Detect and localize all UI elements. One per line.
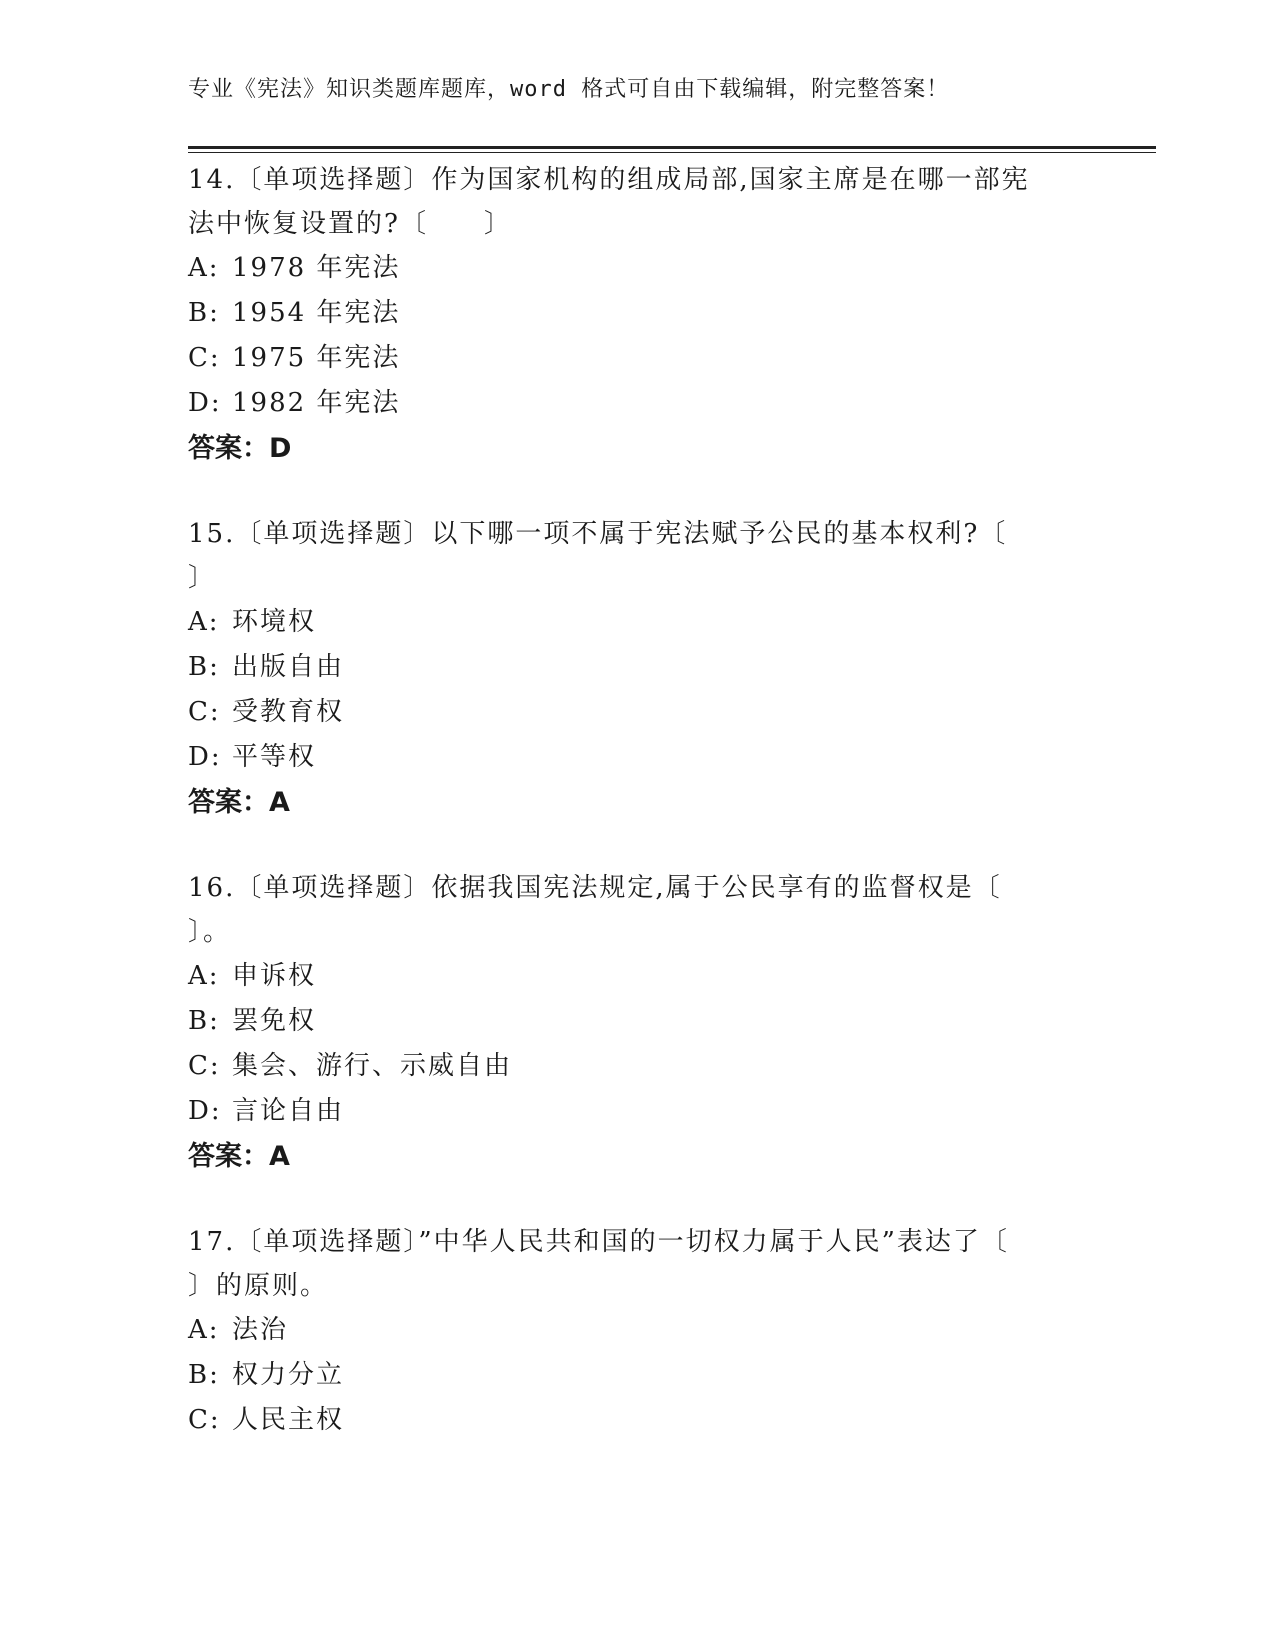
option-text: 权力分立	[232, 1360, 345, 1390]
header-rule-thick	[188, 146, 1156, 149]
option-letter: D:	[188, 1096, 222, 1126]
option-c	[188, 1044, 1088, 1089]
option-text: 1975 年宪法	[232, 343, 401, 373]
question-16	[188, 866, 1088, 1180]
question-15	[188, 512, 1088, 826]
page-header: 专业《宪法》知识类题库题库，word 格式可自由下载编辑，附完整答案！	[188, 77, 950, 102]
option-letter: B:	[188, 652, 220, 682]
option-a	[188, 246, 1088, 291]
option-letter: B:	[188, 298, 220, 328]
option-letter: D:	[188, 742, 222, 772]
option-c	[188, 336, 1088, 381]
option-c	[188, 1398, 1088, 1443]
option-letter: A:	[188, 607, 220, 637]
option-letter: A:	[188, 1315, 220, 1345]
question-stem-line: 14.〔单项选择题〕作为国家机构的组成局部,国家主席是在哪一部宪	[188, 165, 1030, 195]
question-14	[188, 158, 1088, 472]
answer-line: 答案：A	[188, 787, 290, 818]
question-list	[188, 158, 1088, 1483]
question-stem-line: 〕的原则。	[188, 1271, 329, 1301]
option-letter: C:	[188, 1051, 221, 1081]
option-text: 平等权	[232, 742, 317, 772]
option-d	[188, 735, 1088, 780]
question-stem	[188, 1220, 1088, 1308]
option-text: 申诉权	[232, 961, 317, 991]
option-letter: B:	[188, 1006, 220, 1036]
question-stem-line: 16.〔单项选择题〕依据我国宪法规定,属于公民享有的监督权是〔	[188, 873, 1002, 903]
option-text: 1978 年宪法	[232, 253, 401, 283]
option-text: 1954 年宪法	[232, 298, 401, 328]
question-stem-line: 〕。	[188, 917, 232, 947]
question-stem-line: 〕	[188, 563, 217, 593]
option-letter: A:	[188, 961, 220, 991]
option-a	[188, 600, 1088, 645]
question-stem	[188, 158, 1088, 246]
question-stem-line: 17.〔单项选择题〕”中华人民共和国的一切权力属于人民”表达了〔	[188, 1227, 1009, 1257]
option-b	[188, 645, 1088, 690]
option-letter: C:	[188, 697, 221, 727]
option-b	[188, 999, 1088, 1044]
option-text: 法治	[232, 1315, 289, 1345]
option-b	[188, 291, 1088, 336]
question-stem-line: 法中恢复设置的?〔 〕	[188, 209, 512, 239]
option-b	[188, 1353, 1088, 1398]
header-rule-thin	[188, 152, 1156, 153]
option-letter: B:	[188, 1360, 220, 1390]
answer-line: 答案：D	[188, 433, 292, 464]
option-d	[188, 1089, 1088, 1134]
option-text: 环境权	[232, 607, 317, 637]
option-a	[188, 1308, 1088, 1353]
option-letter: D:	[188, 388, 222, 418]
option-text: 受教育权	[232, 697, 345, 727]
answer-line: 答案：A	[188, 1141, 290, 1172]
question-17	[188, 1220, 1088, 1443]
question-stem-line: 15.〔单项选择题〕以下哪一项不属于宪法赋予公民的基本权利?〔	[188, 519, 1008, 549]
option-c	[188, 690, 1088, 735]
option-d	[188, 381, 1088, 426]
option-letter: C:	[188, 343, 221, 373]
option-letter: A:	[188, 253, 220, 283]
option-a	[188, 954, 1088, 999]
option-text: 言论自由	[232, 1096, 345, 1126]
question-stem	[188, 512, 1088, 600]
option-text: 罢免权	[232, 1006, 317, 1036]
question-stem	[188, 866, 1088, 954]
option-letter: C:	[188, 1405, 221, 1435]
option-text: 集会、游行、示威自由	[232, 1051, 513, 1081]
option-text: 出版自由	[232, 652, 345, 682]
option-text: 1982 年宪法	[232, 388, 401, 418]
option-text: 人民主权	[232, 1405, 345, 1435]
